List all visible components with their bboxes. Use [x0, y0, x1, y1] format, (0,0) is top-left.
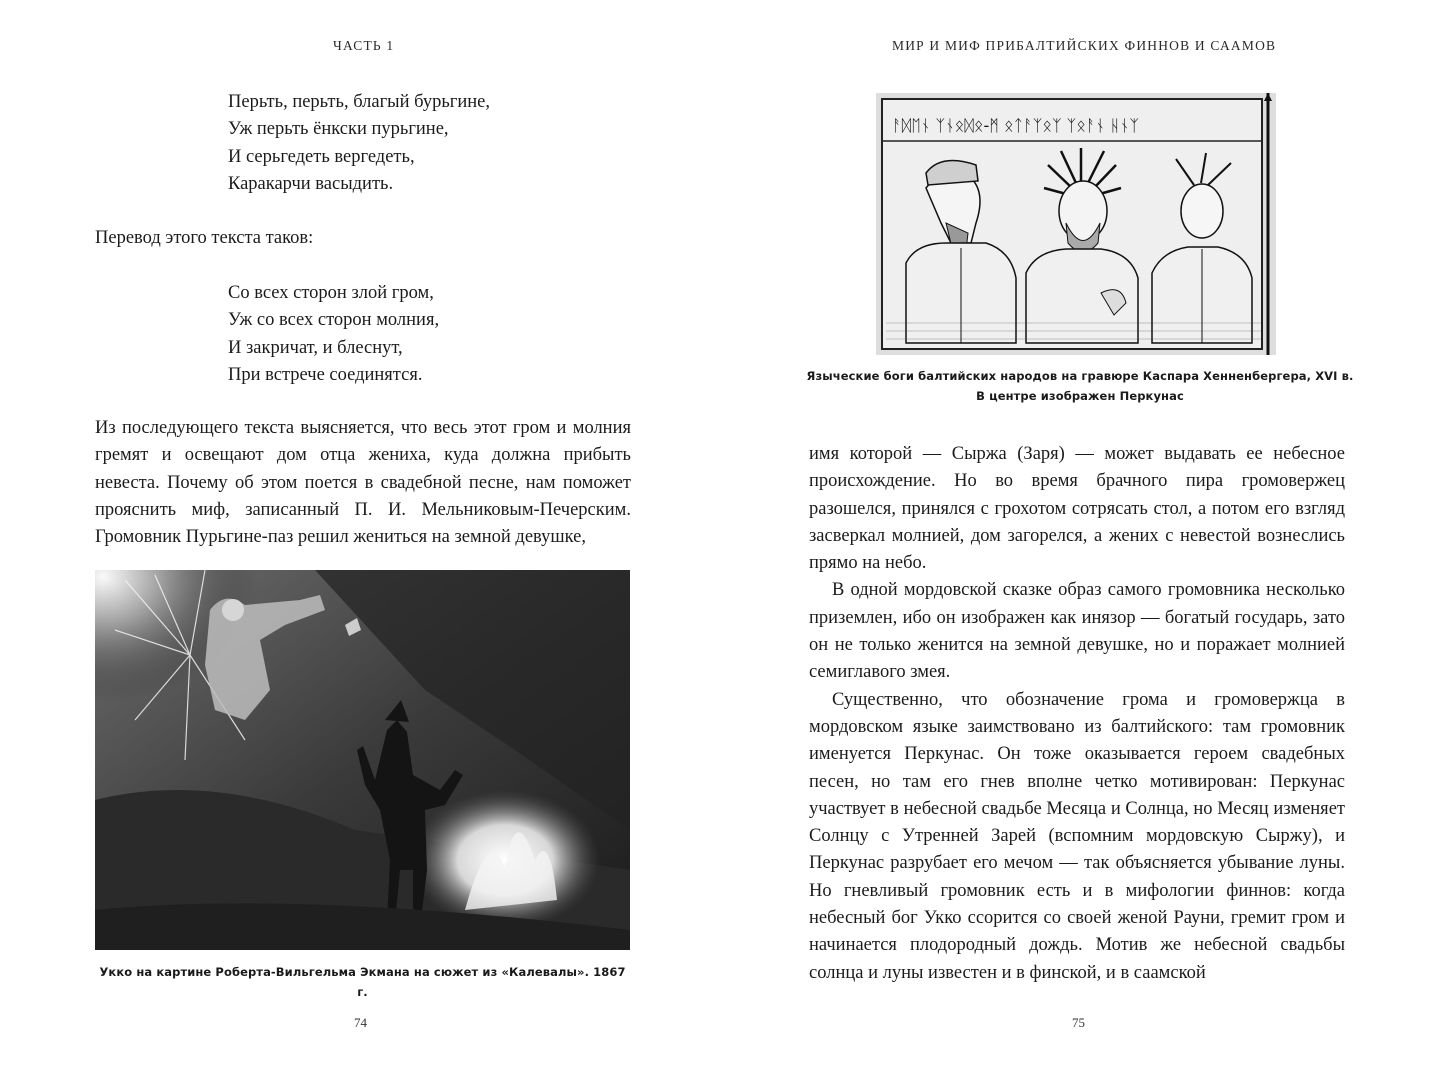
- page-number-left: 74: [354, 1015, 367, 1030]
- running-head-right: МИР И МИФ ПРИБАЛТИЙСКИХ ФИННОВ И СААМОВ: [892, 38, 1277, 53]
- translation-intro: Перевод этого текста таков:: [95, 228, 314, 248]
- verse-line: Каракарчи васыдить.: [228, 173, 394, 194]
- verse-line: Уж со всех сторон молния,: [228, 310, 440, 331]
- verse-line: И серьгедеть вергедеть,: [228, 146, 415, 167]
- caption-engraving: [800, 366, 1360, 406]
- engraving-three-gods-image: [876, 93, 1276, 355]
- verse-line: И закричат, и блеснут,: [228, 337, 403, 358]
- engraving-inscription: ᚨᛞᛖᚾ ᛉᚾᛟᛞᛟ-ᛗ ᛟᛏᚨᛉᛟᛉ ᛉᛟᚨᚾ ᚺᚾᛉ: [892, 116, 1139, 135]
- paragraph: Из последующего текста выясняется, что весь этот гром и молния гремят и освещают дом отца жениха, куда должна прибыть невеста. Почему об этом поется в свадебной песне, нам поможет прояснить миф, записанный П. И. Мельниковым-Печерским. Громовник Пурьгине-паз решил жениться на земной девушке,: [95, 418, 631, 548]
- ukko-painting-image: [95, 570, 630, 950]
- page-number-right: 75: [1072, 1015, 1085, 1030]
- verse-line: Перьть, перьть, благый бурьгине,: [228, 92, 490, 112]
- verse-original: [228, 89, 490, 198]
- body-text-left: [95, 415, 631, 551]
- verse-translation: [228, 280, 439, 389]
- paragraph: В одной мордовской сказке образ самого громовника несколько приземлен, ибо он изображен как инязор — богатый государь, зато он не только женится на земной девушке, но и поражает молнией семиглавого змея.: [809, 580, 1345, 683]
- caption-ukko: Укко на картине Роберта-Вильгельма Экмана на сюжет из «Калевалы». 1867 г.: [99, 965, 626, 999]
- verse-line: Уж перьть ёнкски пурьгине,: [228, 119, 449, 140]
- running-head-left: ЧАСТЬ 1: [333, 38, 395, 53]
- caption-line: Языческие боги балтийских народов на гравюре Каспара Хенненбергера, XVI в.: [806, 369, 1354, 383]
- caption-line: В центре изображен Перкунас: [976, 389, 1184, 403]
- verse-line: При встрече соединятся.: [228, 364, 423, 385]
- paragraph: имя которой — Сыржа (Заря) — может выдавать ее небесное происхождение. Но во время брачного пира громовержец разошелся, принялся с грохотом сотрясать стол, а потом его взгляд засверкал молнией, дом загорелся, а жених с невестой вознеслись прямо на небо.: [809, 444, 1345, 574]
- right-page: [720, 0, 1440, 1080]
- body-text-right: [809, 441, 1345, 987]
- paragraph: Существенно, что обозначение грома и громовержца в мордовском языке заимствовано из балтийского: там громовник именуется Перкунас. Он тоже оказывается героем свадебных песен, но там его гнев вполне четко мотивирован: Перкунас участвует в небесной свадьбе Месяца и Солнца, но Месяц изменяет Солнцу с Утренней Зарей (вспомним мордовскую Сыржу), и Перкунас разрубает его мечом — так объясняется убывание луны. Но гневливый громовник есть и в мифологии финнов: когда небесный бог Укко ссорится со своей женой Рауни, гремит гром и начинается плодородный дождь. Мотив же небесной свадьбы солнца и луны известен и в финской, и в саамской: [809, 689, 1345, 983]
- verse-line: Со всех сторон злой гром,: [228, 283, 434, 303]
